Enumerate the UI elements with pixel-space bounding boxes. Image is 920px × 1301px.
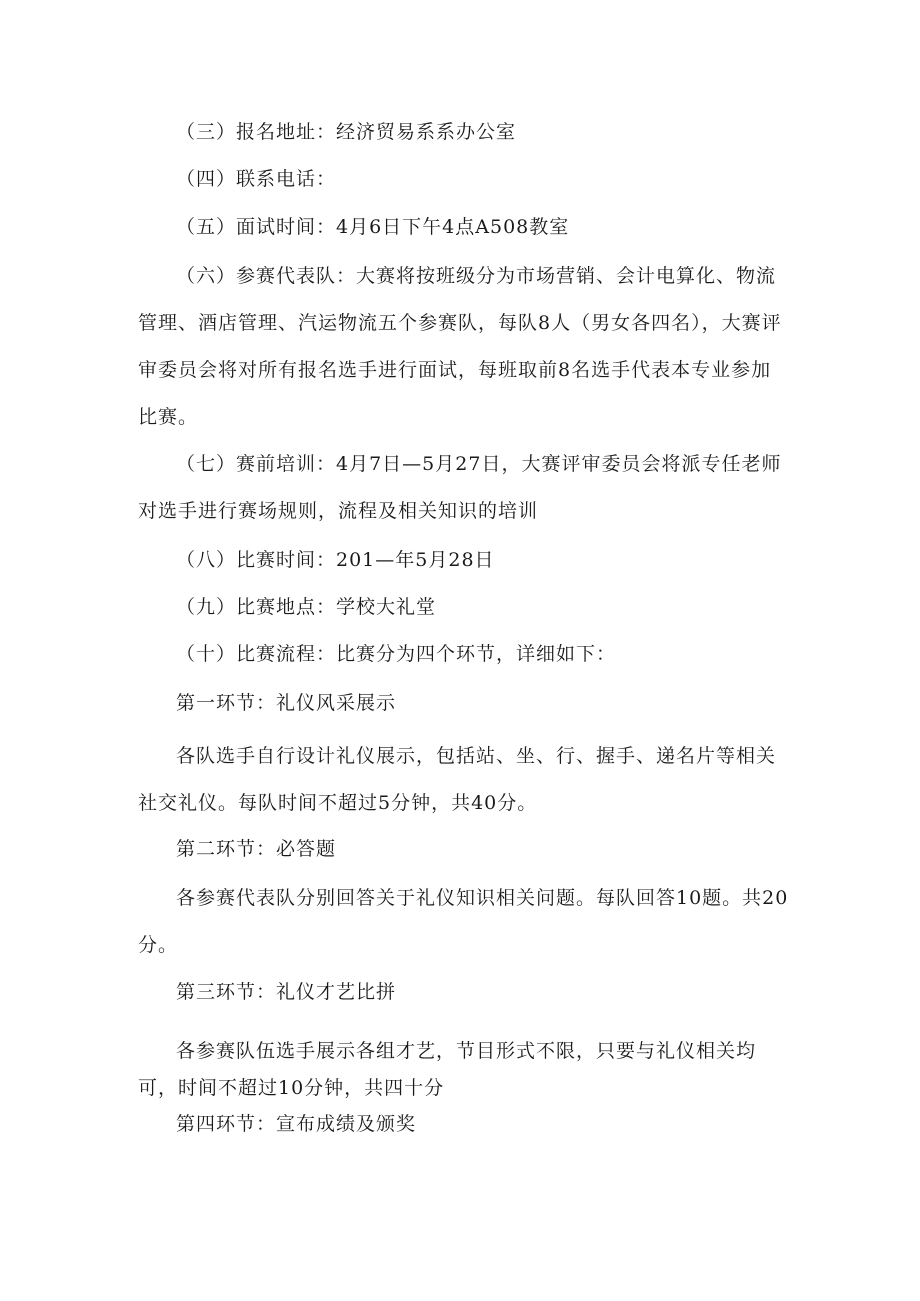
- paragraph-stage-one-detail: 各队选手自行设计礼仪展示，包括站、坐、行、握手、递名片等相关社交礼仪。每队时间不超过5分钟，共40分。: [138, 745, 777, 814]
- heading-stage-four: 第四环节：宣布成绩及颁奖: [176, 1113, 417, 1135]
- paragraph-contact-phone: （四）联系电话：: [176, 168, 337, 190]
- paragraph-competition-time: （八）比赛时间：201—年5月28日: [176, 549, 495, 571]
- paragraph-competition-venue: （九）比赛地点：学校大礼堂: [176, 596, 437, 618]
- heading-stage-three: 第三环节：礼仪才艺比拼: [176, 981, 397, 1003]
- paragraph-training: （七）赛前培训：4月7日—5月27日，大赛评审委员会将派专任老师对选手进行赛场规则，流程及相关知识的培训: [138, 453, 782, 522]
- paragraph-competition-process: （十）比赛流程：比赛分为四个环节，详细如下：: [176, 643, 617, 665]
- paragraph-interview-time: （五）面试时间：4月6日下午4点A508教室: [176, 216, 570, 238]
- paragraph-registration-address: （三）报名地址：经济贸易系系办公室: [176, 121, 517, 143]
- heading-stage-two: 第二环节：必答题: [176, 838, 337, 860]
- heading-stage-one: 第一环节：礼仪风采展示: [176, 692, 397, 714]
- paragraph-teams: （六）参赛代表队：大赛将按班级分为市场营销、会计电算化、物流管理、酒店管理、汽运物流五个参赛队，每队8人（男女各四名），大赛评审委员会将对所有报名选手进行面试，每班取前8名选手代表本专业参加比赛。: [138, 265, 782, 428]
- paragraph-stage-three-detail: 各参赛队伍选手展示各组才艺，节目形式不限，只要与礼仪相关均可，时间不超过10分钟，共四十分: [138, 1040, 757, 1099]
- paragraph-stage-two-detail: 各参赛代表队分别回答关于礼仪知识相关问题。每队回答10题。共20分。: [138, 887, 789, 956]
